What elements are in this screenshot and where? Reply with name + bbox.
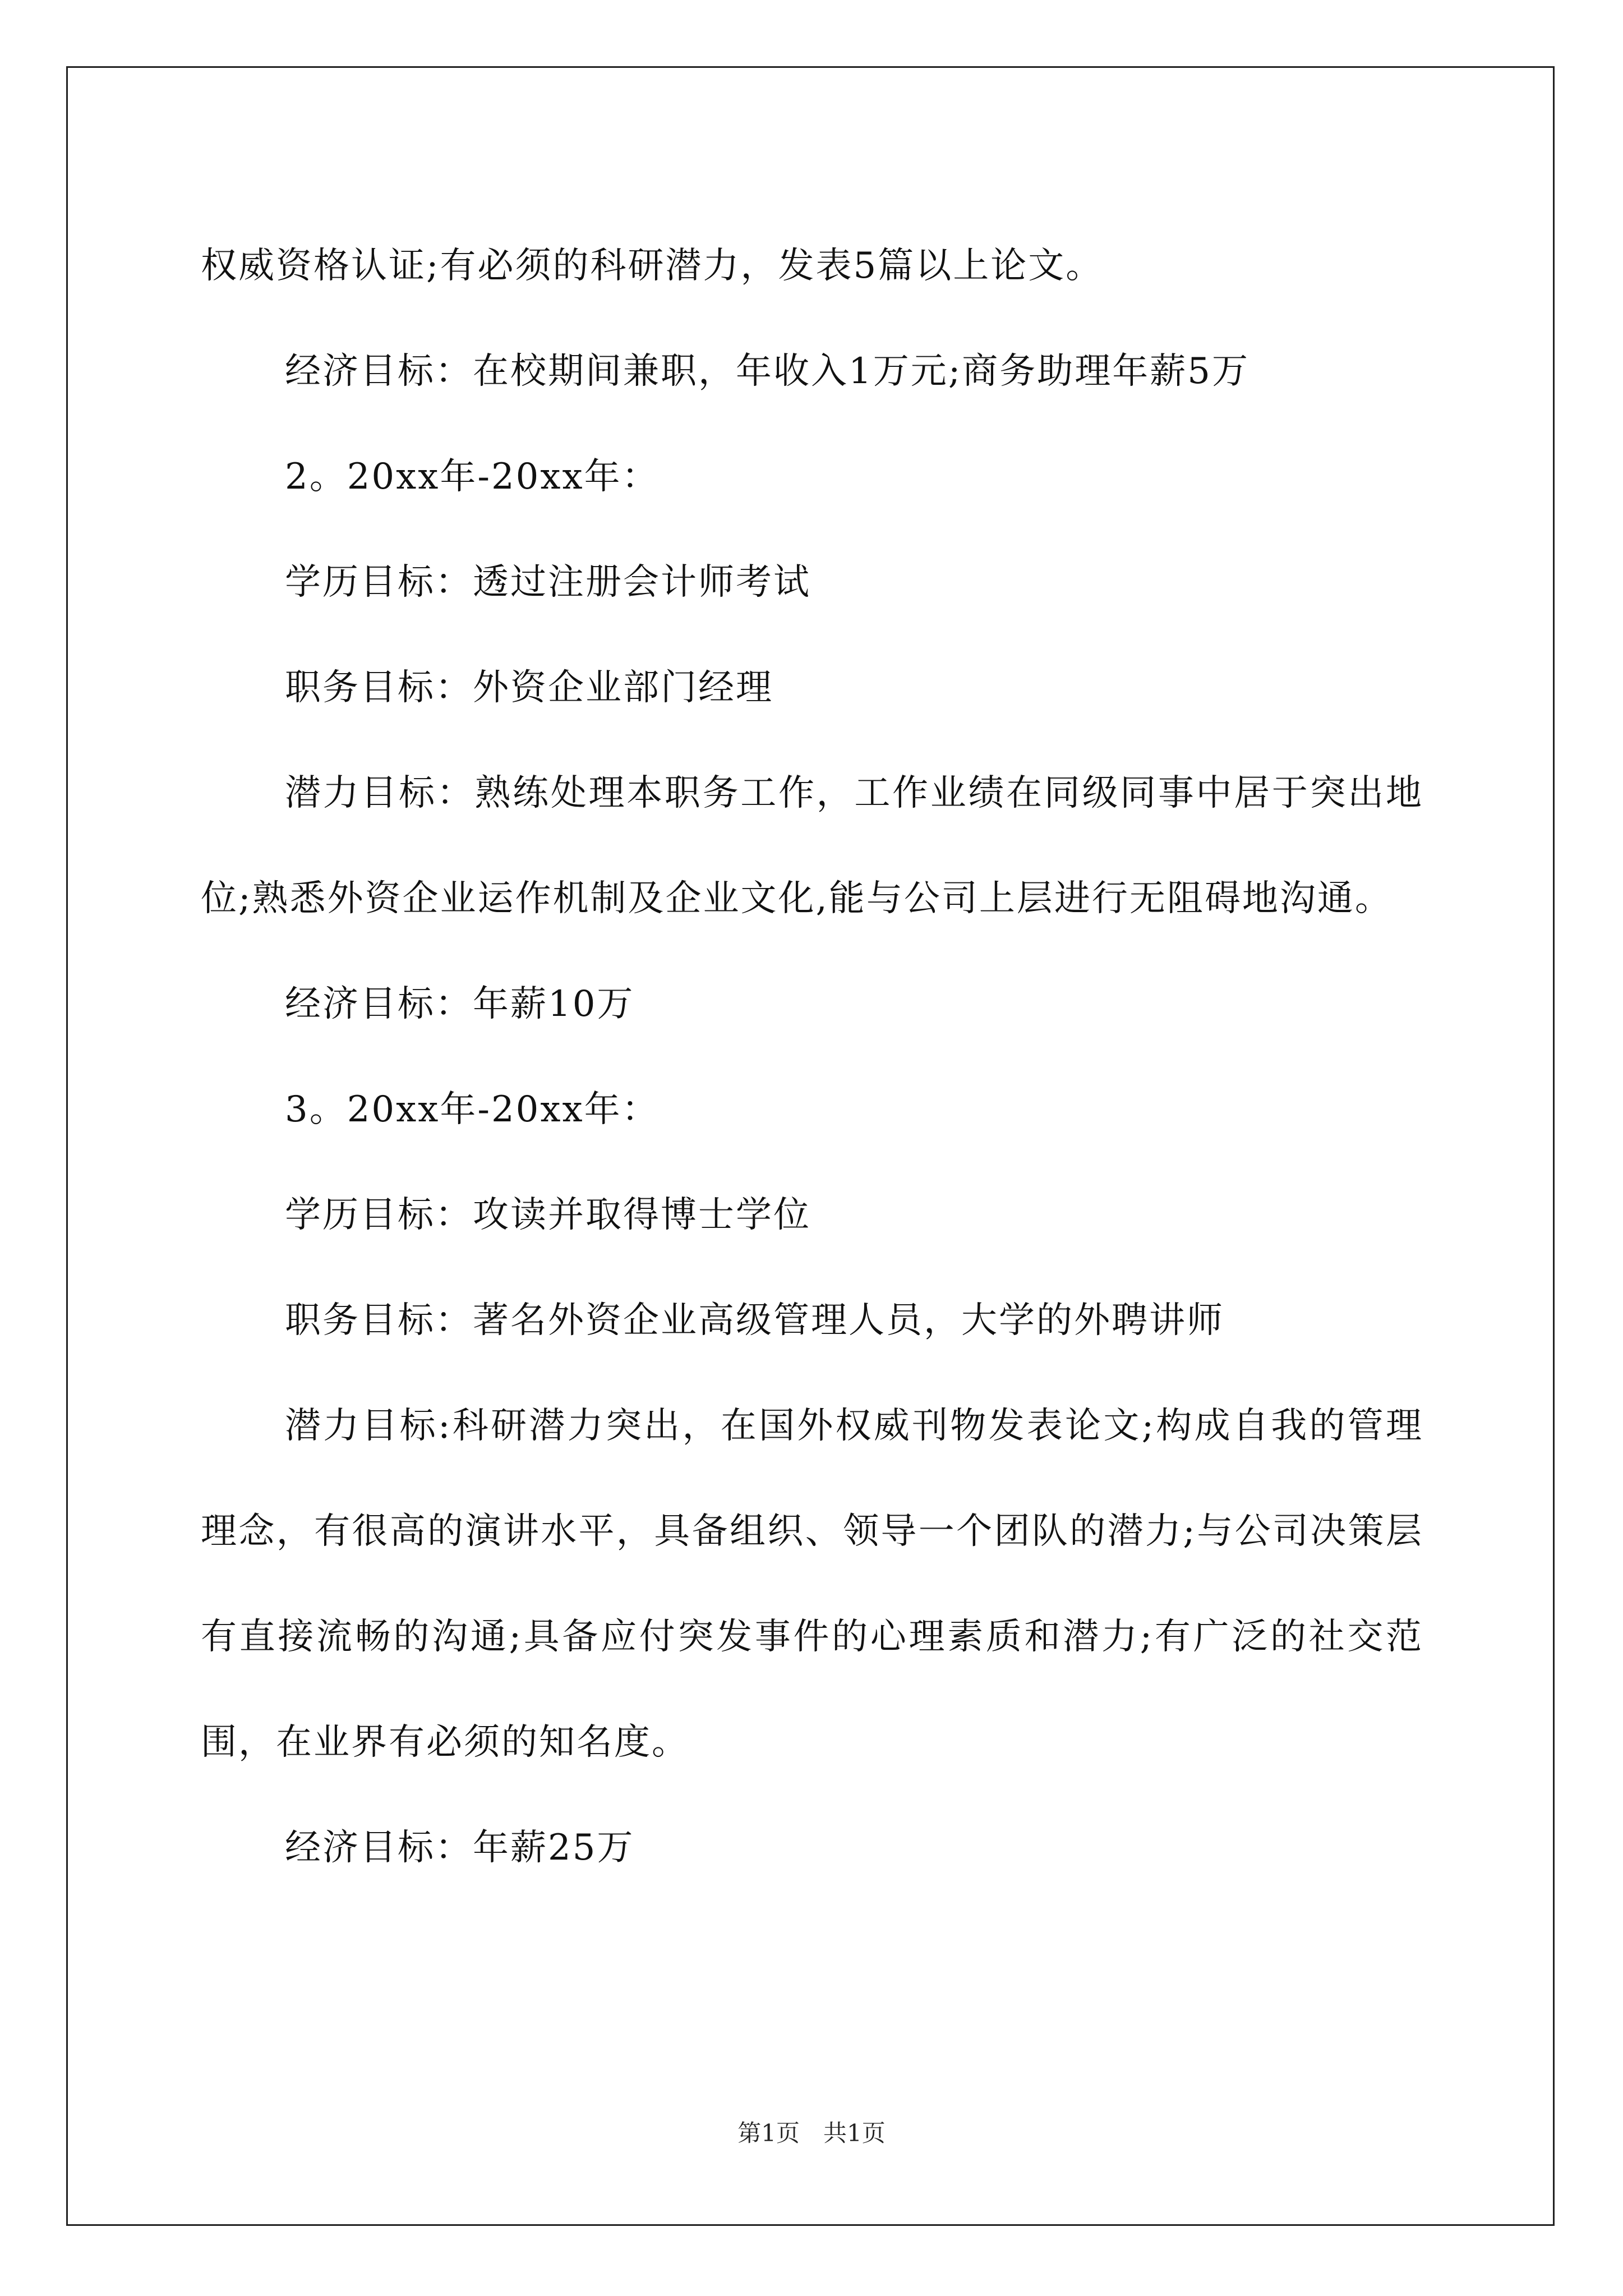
paragraph-ability-goal-3: 潜力目标:科研潜力突出，在国外权威刊物发表论文;构成自我的管理理念，有很高的演讲水平，具备组织、领导一个团队的潜力;与公司决策层有直接流畅的沟通;具备应付突发事件的心理素质和潜力;有广泛的社交范围，在业界有必须的知名度。 [201,1405,1423,1763]
paragraph-education-goal-2: 学历目标：透过注册会计师考试 [285,562,811,603]
document-body [201,213,1423,1901]
page-footer: 第1页 共1页 [737,2119,886,2147]
paragraph-position-goal-2: 职务目标：外资企业部门经理 [285,667,773,708]
paragraph-position-goal-3: 职务目标：著名外资企业高级管理人员，大学的外聘讲师 [285,1300,1224,1341]
paragraph-period-3-heading: 3。20xx年-20xx年： [285,1089,660,1130]
paragraph-education-goal-3: 学历目标：攻读并取得博士学位 [285,1194,811,1236]
paragraph-period-2-heading: 2。20xx年-20xx年： [285,456,660,498]
paragraph-qualification: 权威资格认证;有必须的科研潜力，发表5篇以上论文。 [201,245,1104,287]
paragraph-economic-goal-3: 经济目标：年薪25万 [285,1827,635,1869]
paragraph-economic-goal-2: 经济目标：年薪10万 [285,983,635,1025]
paragraph-economic-goal-1: 经济目标：在校期间兼职，年收入1万元;商务助理年薪5万 [285,351,1249,392]
paragraph-ability-goal-2: 潜力目标：熟练处理本职务工作，工作业绩在同级同事中居于突出地位;熟悉外资企业运作机制及企业文化,能与公司上层进行无阻碍地沟通。 [201,772,1423,919]
